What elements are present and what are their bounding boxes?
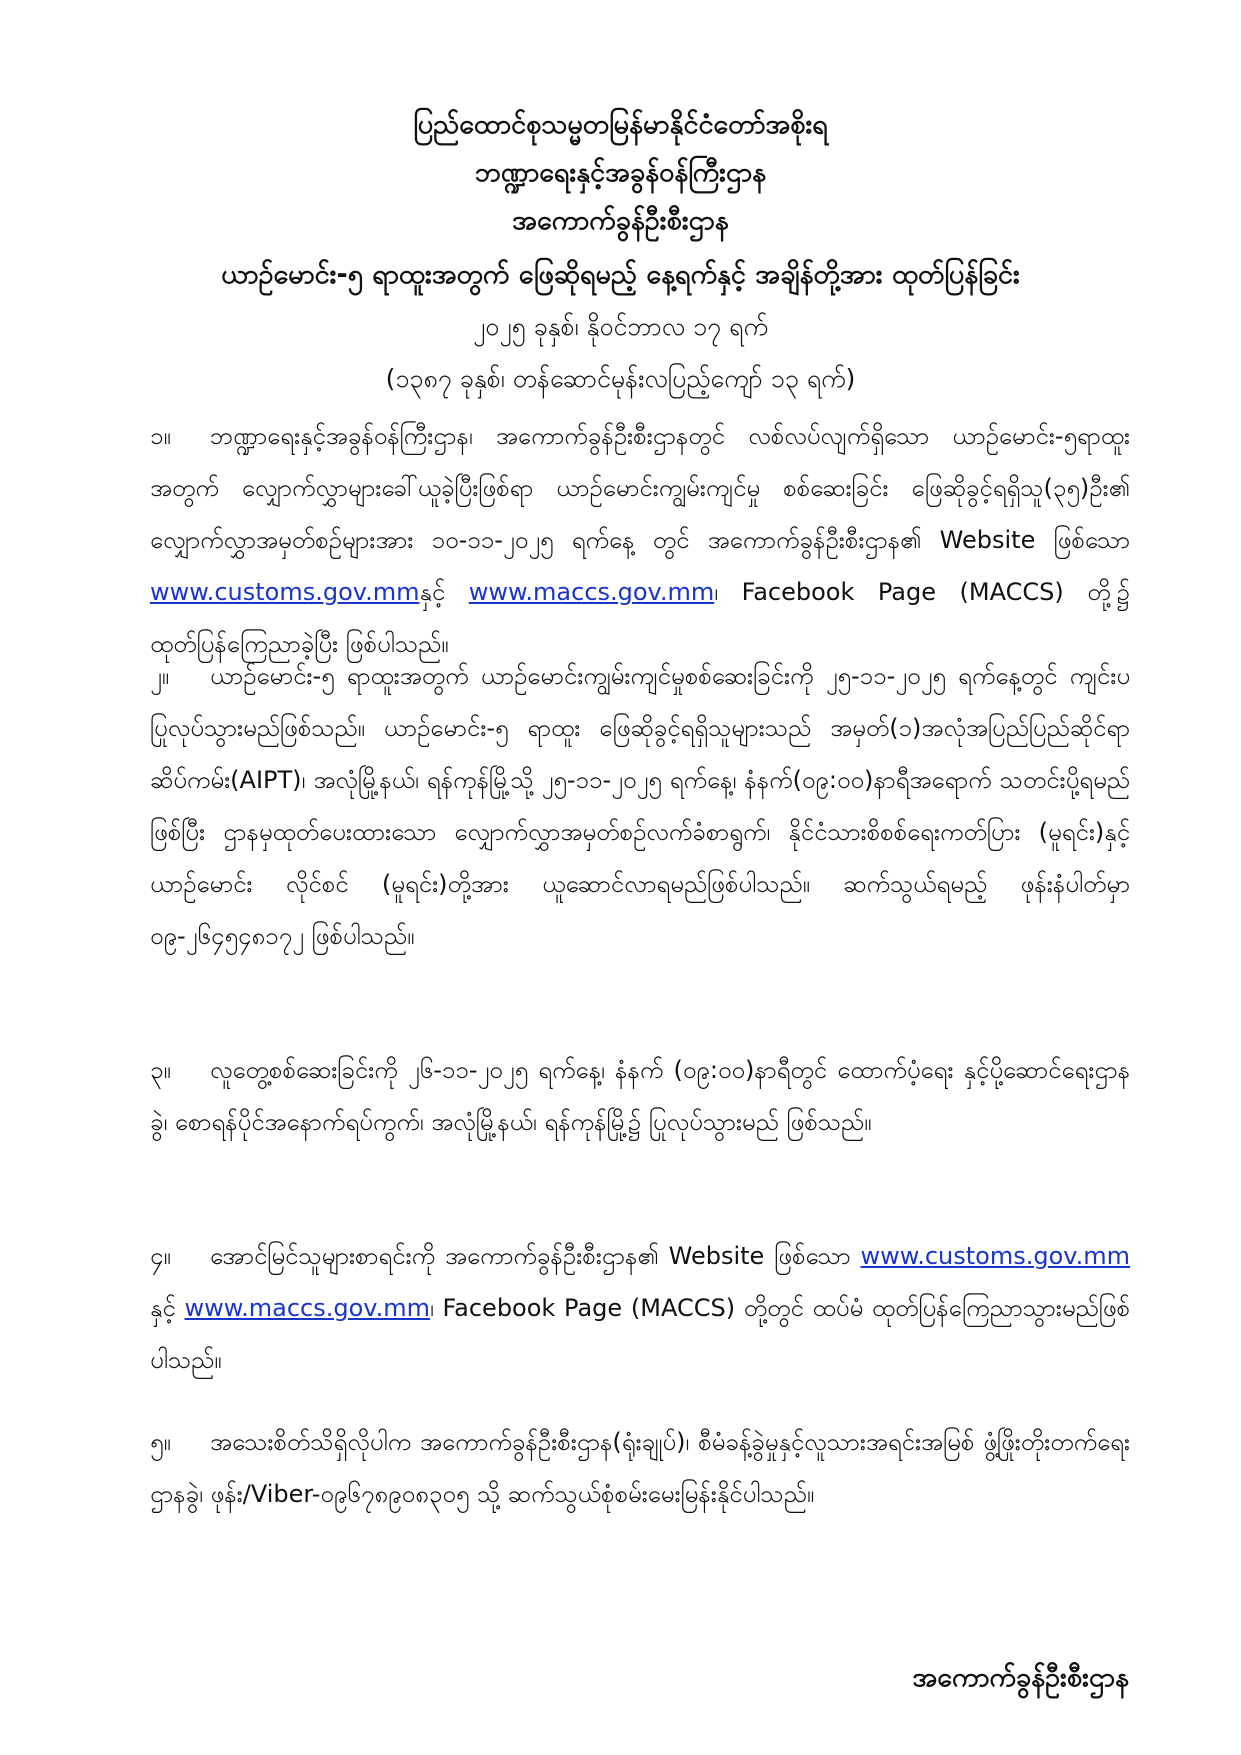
paragraph-number: ၅။ [150, 1428, 171, 1456]
myanmar-date: (၁၃၈၇ ခုနှစ်၊ တန်ဆောင်မုန်းလပြည့်ကျော် ၁၃ ရက်) [385, 364, 856, 393]
announcement-title: ယာဉ်မောင်း-၅ ရာထူးအတွက် ဖြေဆိုရမည့် နေ့ရက်နှင့် အချိန်တို့အား ထုတ်ပြန်ခြင်း [221, 259, 1020, 290]
paragraph-3 [150, 1044, 1130, 1148]
customs-website-link[interactable]: www.customs.gov.mm [150, 578, 420, 606]
paragraph-text: ဘဏ္ဍာရေးနှင့်အခွန်ဝန်ကြီးဌာန၊ အကောက်ခွန်ဦးစီးဌာနတွင် လစ်လပ်လျက်ရှိသော ယာဉ်မောင်း-၅ရာထူးအတွက် လျှောက်လွှာများခေါ်ယူခဲ့ပြီးဖြစ်ရာ ယာဉ်မောင်းကျွမ်းကျင်မှု စစ်ဆေးခြင်း ဖြေဆိုခွင့်ရရှိသူ(၃၅)ဦး၏ လျှောက်လွှာအမှတ်စဉ်များအား ၁၀-၁၁-၂၀၂၅ ရက်နေ့ တွင် အကောက်ခွန်ဦးစီးဌာန၏ Website ဖြစ်သော [150, 422, 1130, 554]
paragraph-text: ယာဉ်မောင်း-၅ ရာထူးအတွက် ယာဉ်မောင်းကျွမ်းကျင်မှုစစ်ဆေးခြင်းကို ၂၅-၁၁-၂၀၂၅ ရက်နေ့တွင် ကျင်းပပြုလုပ်သွားမည်ဖြစ်သည်။ ယာဉ်မောင်း-၅ ရာထူး ဖြေဆိုခွင့်ရရှိသူများသည် အမှတ်(၁)အလုံအပြည်ပြည်ဆိုင်ရာဆိပ်ကမ်း(AIPT)၊ အလုံမြို့နယ်၊ ရန်ကုန်မြို့သို့ ၂၅-၁၁-၂၀၂၅ ရက်နေ့၊ နံနက်(၀၉:၀၀)နာရီအရောက် သတင်းပို့ရမည်ဖြစ်ပြီး ဌာနမှထုတ်ပေးထားသော လျှောက်လွှာအမှတ်စဉ်လက်ခံစာရွက်၊ နိုင်ငံသားစိစစ်ရေးကတ်ပြား (မူရင်း)နှင့် ယာဉ်မောင်း လိုင်စင် (မူရင်း)တို့အား ယူဆောင်လာရမည်ဖြစ်ပါသည်။ ဆက်သွယ်ရမည့် ဖုန်းနံပါတ်မှာ ၀၉-၂၆၄၅၄၈၁၇၂ ဖြစ်ပါသည်။ [150, 662, 1131, 950]
customs-website-link[interactable]: www.customs.gov.mm [860, 1242, 1130, 1270]
signature-department: အကောက်ခွန်ဦးစီးဌာန [912, 1662, 1129, 1693]
paragraph-text: ၊ Facebook Page (MACCS) တို့၌ ထုတ်ပြန်ကြေညာခဲ့ပြီး ဖြစ်ပါသည်။ [150, 578, 1130, 658]
government-heading: ပြည်ထောင်စုသမ္မတမြန်မာနိုင်ငံတော်အစိုးရ [413, 109, 828, 140]
paragraph-text: လူတွေ့စစ်ဆေးခြင်းကို ၂၆-၁၁-၂၀၂၅ ရက်နေ့၊ နံနက် (၀၉:၀၀)နာရီတွင် ထောက်ပံ့ရေး နှင့်ပို့ဆောင်ရေးဌာနခွဲ၊ စောရန်ပိုင်အနောက်ရပ်ကွက်၊ အလုံမြို့နယ်၊ ရန်ကုန်မြို့၌ ပြုလုပ်သွားမည် ဖြစ်သည်။ [150, 1056, 1130, 1136]
gregorian-date: ၂၀၂၅ ခုနှစ်၊ နိုဝင်ဘာလ ၁၇ ရက် [472, 312, 769, 341]
maccs-website-link[interactable]: www.maccs.gov.mm [468, 578, 715, 606]
paragraph-2 [150, 650, 1130, 962]
paragraph-text: နှင့် [419, 578, 469, 606]
paragraph-text: ၊ Facebook Page (MACCS) တို့တွင် ထပ်မံ ထုတ်ပြန်ကြေညာသွားမည်ဖြစ်ပါသည်။ [150, 1294, 1131, 1374]
paragraph-5 [150, 1416, 1130, 1520]
paragraph-text: အသေးစိတ်သိရှိလိုပါက အကောက်ခွန်ဦးစီးဌာန(ရုံးချုပ်)၊ စီမံခန့်ခွဲမှုနှင့်လူသားအရင်းအမြစ် ဖွံ့ဖြိုးတိုးတက်ရေးဌာနခွဲ၊ ဖုန်း/Viber-၀၉၆၇၈၉၀၈၃၀၅ သို့ ဆက်သွယ်စုံစမ်းမေးမြန်းနိုင်ပါသည်။ [150, 1428, 1130, 1508]
maccs-website-link[interactable]: www.maccs.gov.mm [184, 1294, 431, 1322]
paragraph-text: အောင်မြင်သူများစာရင်းကို အကောက်ခွန်ဦးစီးဌာန၏ Website ဖြစ်သော [210, 1242, 861, 1270]
department-heading: အကောက်ခွန်ဦးစီးဌာန [512, 205, 729, 236]
paragraph-number: ၃။ [150, 1056, 171, 1084]
paragraph-number: ၂။ [150, 662, 170, 690]
paragraph-number: ၁။ [150, 422, 171, 450]
paragraph-4 [150, 1230, 1130, 1386]
paragraph-text: နှင့် [150, 1294, 185, 1322]
paragraph-1 [150, 410, 1130, 670]
paragraph-number: ၄။ [150, 1242, 171, 1270]
ministry-heading: ဘဏ္ဍာရေးနှင့်အခွန်ဝန်ကြီးဌာန [474, 157, 767, 188]
